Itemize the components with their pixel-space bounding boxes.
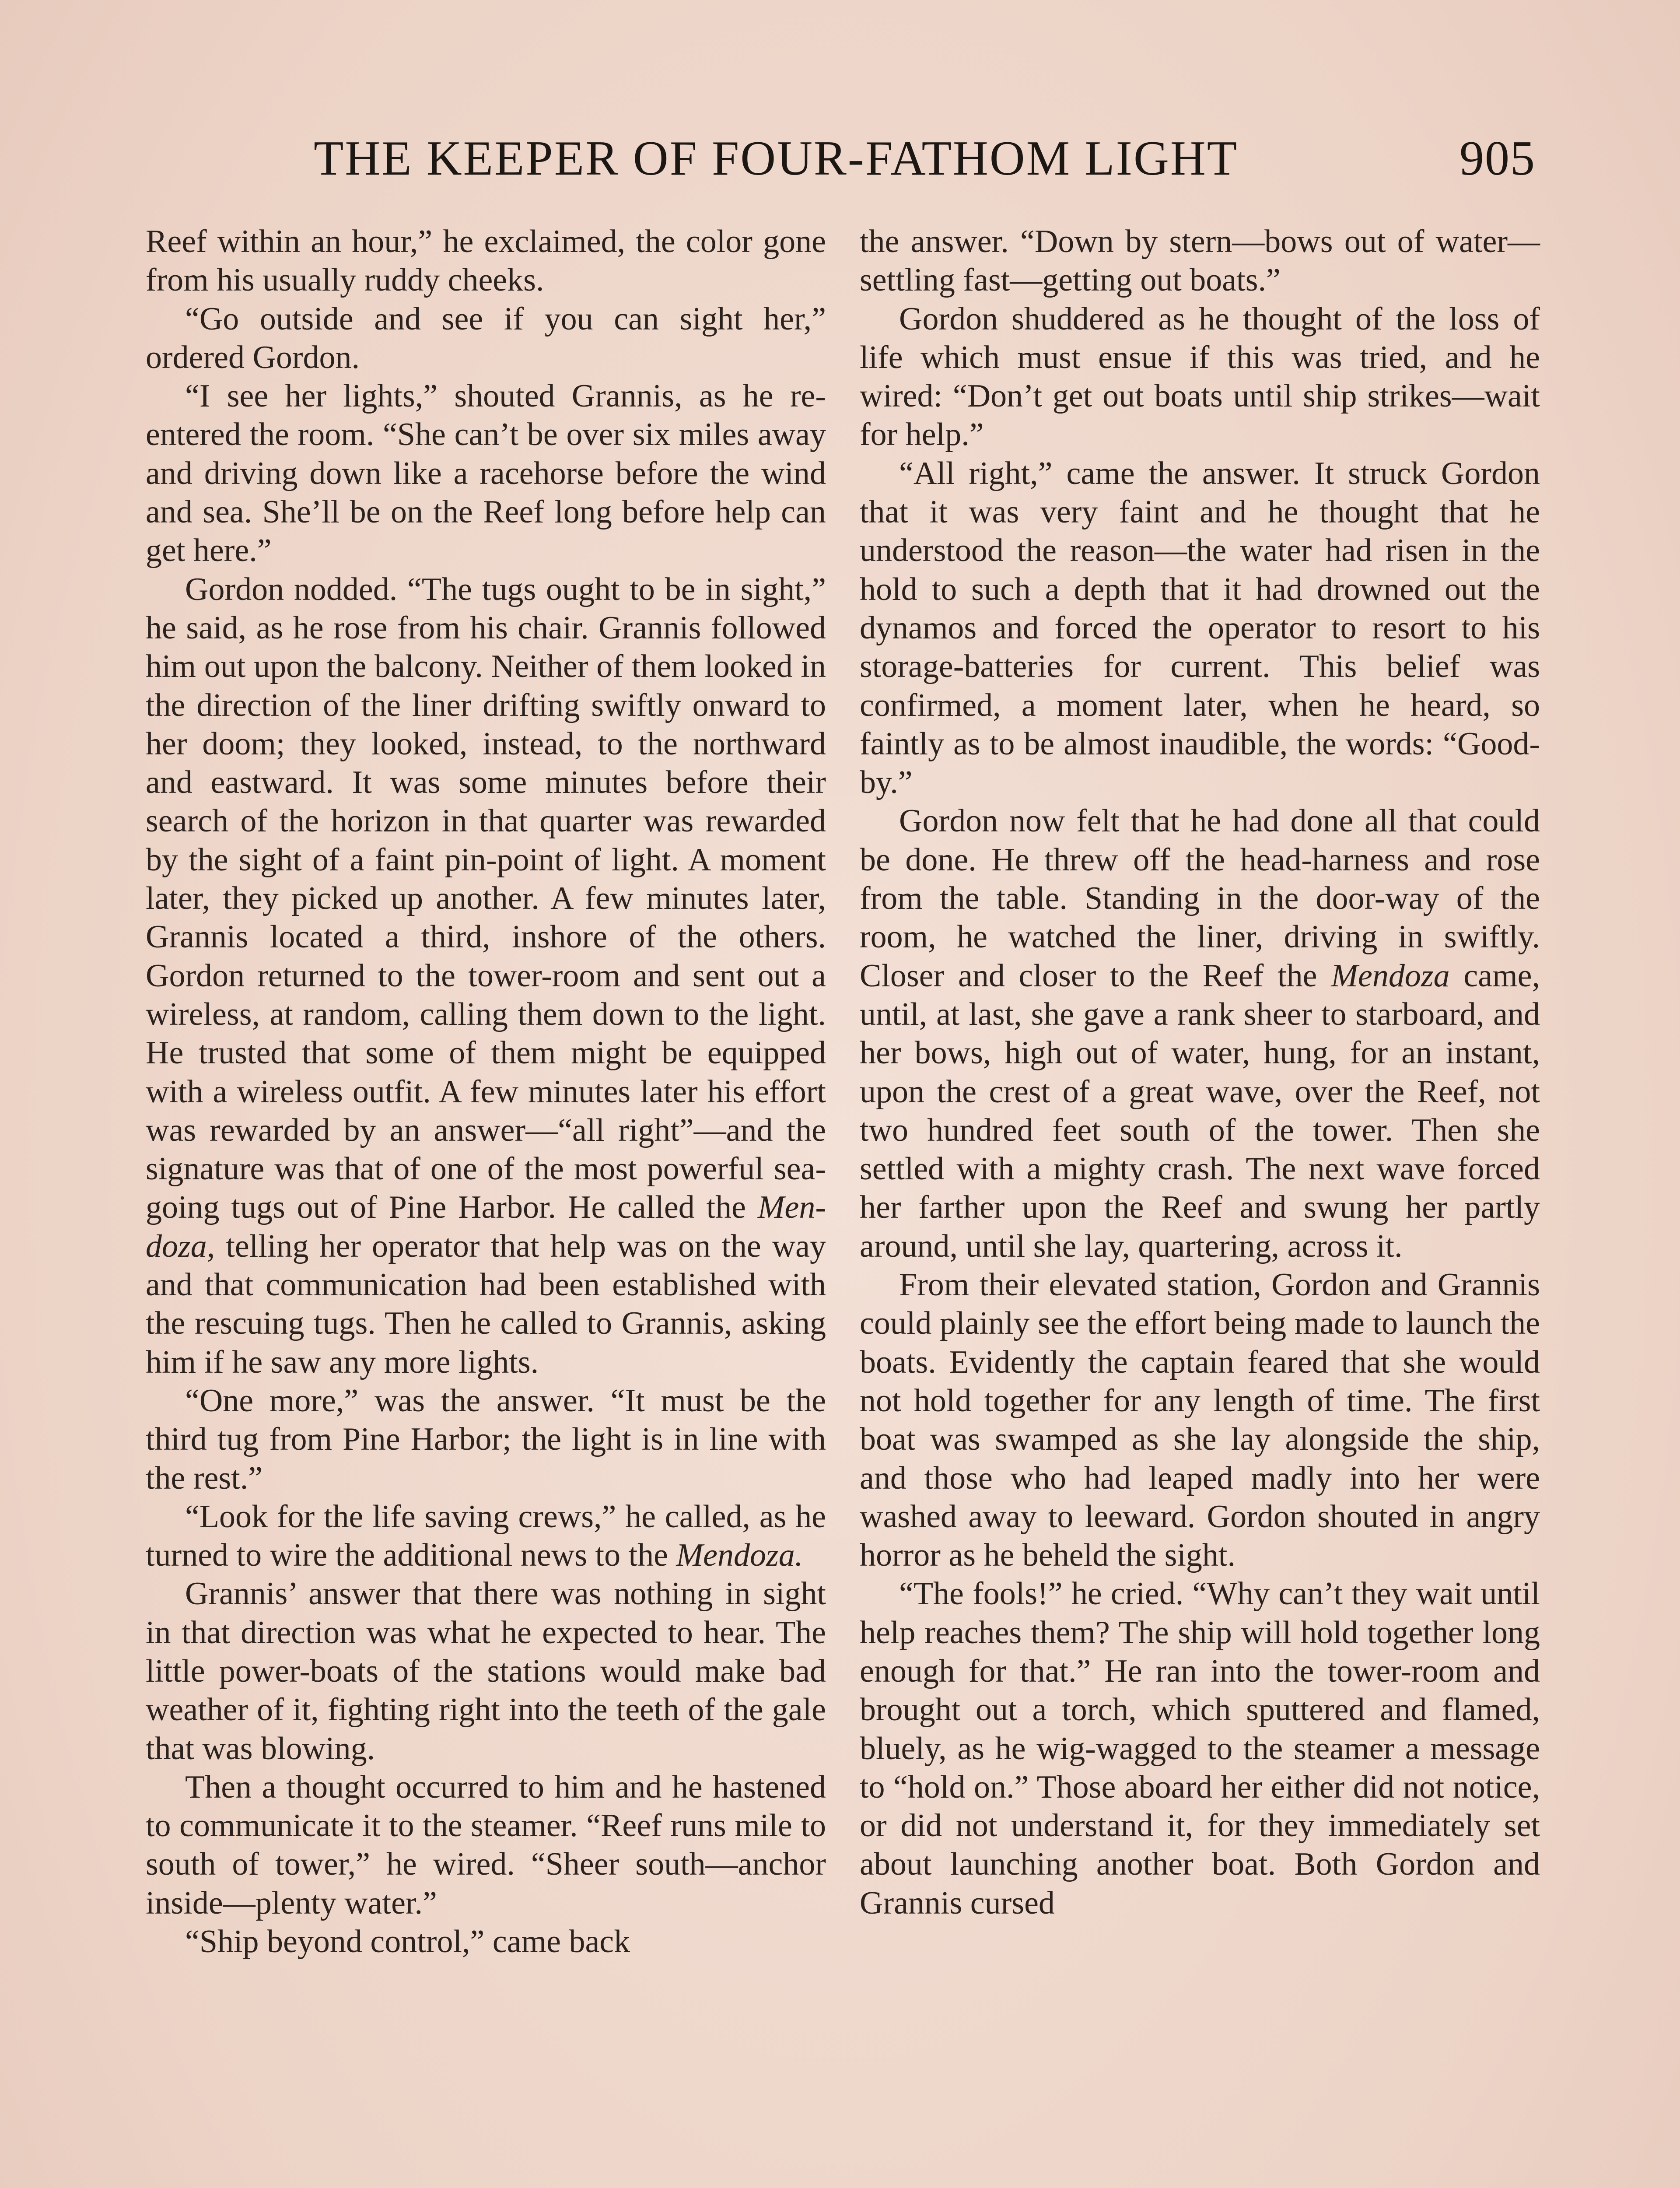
ship-name: Mendoza. <box>676 1537 803 1574</box>
paragraph <box>860 454 1540 802</box>
running-title: THE KEEPER OF FOUR-FATHOM LIGHT <box>314 131 1239 186</box>
text-run: “One more,” was the answer. “It must be the third tug from Pine Harbor; the light is in line with the rest.” <box>146 1382 826 1496</box>
text-run: the answer. “Down by stern—bows out of water—settling fast—getting out boats.” <box>860 224 1540 298</box>
paragraph <box>146 377 826 570</box>
paragraph <box>860 1574 1540 1922</box>
page-header <box>314 130 1536 188</box>
ship-name: Mendoza, <box>146 1189 826 1264</box>
text-run: Reef within an hour,” he exclaimed, the color gone from his usually ruddy cheeks. <box>146 224 826 298</box>
text-run: “Go outside and see if you can sight her,” ordered Gordon. <box>146 301 826 375</box>
text-run: “I see her lights,” shouted Grannis, as he re-entered the room. “She can’t be over six miles away and driving down like a racehorse before the wind and sea. She’ll be on the Reef long before help can get here.” <box>146 378 826 569</box>
left-column <box>146 222 826 1961</box>
paragraph <box>860 802 1540 1266</box>
ship-name: Mendoza <box>1331 957 1450 994</box>
text-run: “The fools!” he cried. “Why can’t they wait until help reaches them? The ship will hold together long enough for that.” He ran into the tower-room and brought out a torch, which sputtered and flamed, bluely, as he wig-wagged to the steamer a message to “hold on.” Those aboard her either did not notice, or did not understand it, for they immediately set about launching another boat. Both Gordon and Grannis cursed <box>860 1576 1540 1921</box>
text-run: Gordon shuddered as he thought of the loss of life which must ensue if this was tried, and he wired: “Don’t get out boats until ship strikes—wait for help.” <box>860 301 1540 453</box>
text-run: Gordon now felt that he had done all that could be done. He threw off the head-harness and rose from the table. Standing in the door-way of the room, he watched the liner, driving in swiftly. Closer and closer to the Reef the <box>860 803 1540 994</box>
text-run: came, until, at last, she gave a rank sheer to starboard, and her bows, high out of water, hung, for an instant, upon the crest of a great wave, over the Reef, not two hundred feet south of the tower. Then she settled with a mighty crash. The next wave forced her farther upon the Reef and swung her partly around, until she lay, quartering, across it. <box>860 957 1540 1264</box>
text-run: “Ship beyond control,” came back <box>185 1924 630 1960</box>
page-number: 905 <box>1460 131 1536 186</box>
text-run: Gordon nodded. “The tugs ought to be in sight,” he said, as he rose from his chair. Grannis followed him out upon the balcony. Neither of them looked in the direction of the liner drifting swiftly onward to her doom; they looked, instead, to the northward and eastward. It was some minutes before their search of the horizon in that quarter was rewarded by the sight of a faint pin-point of light. A moment later, they picked up another. A few minutes later, Grannis located a third, inshore of the others. Gordon returned to the tower-room and sent out a wireless, at random, calling them down to the light. He trusted that some of them might be equipped with a wireless outfit. A few minutes later his effort was rewarded by an answer—“all right”—and the signature was that of one of the most powerful sea-going tugs out of Pine Harbor. He called the <box>146 571 826 1226</box>
paragraph <box>860 222 1540 300</box>
paragraph <box>146 300 826 377</box>
text-run: Grannis’ answer that there was nothing in sight in that direction was what he expected to hear. The little power-boats of the stations would make bad weather of it, fighting right into the teeth of the gale that was blowing. <box>146 1576 826 1767</box>
text-run: Then a thought occurred to him and he hastened to communicate it to the steamer. “Reef runs mile to south of tower,” he wired. “Sheer south—anchor inside—plenty water.” <box>146 1769 826 1921</box>
paragraph <box>860 300 1540 454</box>
right-column <box>860 222 1540 1922</box>
paragraph <box>146 222 826 300</box>
text-run: “Look for the life saving crews,” he called, as he turned to wire the additional news to the <box>146 1498 826 1574</box>
text-run: “All right,” came the answer. It struck Gordon that it was very faint and he thought that he understood the reason—the water had risen in the hold to such a depth that it had drowned out the dynamos and forced the operator to resort to his storage-batteries for current. This belief was confirmed, a moment later, when he heard, so faintly as to be almost inaudible, the words: “Good-by.” <box>860 455 1540 801</box>
paragraph <box>860 1266 1540 1574</box>
paragraph <box>146 1574 826 1767</box>
paragraph <box>146 1768 826 1922</box>
paragraph <box>146 1922 826 1961</box>
paragraph <box>146 570 826 1382</box>
text-run: telling her operator that help was on the way and that communication had been established with the rescuing tugs. Then he called to Grannis, asking him if he saw any more lights. <box>146 1228 826 1380</box>
paragraph <box>146 1382 826 1497</box>
paragraph <box>146 1497 826 1575</box>
text-run: From their elevated station, Gordon and Grannis could plainly see the effort being made to launch the boats. Evidently the captain feared that she would not hold together for any length of time. The first boat was swamped as she lay alongside the ship, and those who had leaped madly into her were washed away to leeward. Gordon shouted in angry horror as he beheld the sight. <box>860 1267 1540 1574</box>
